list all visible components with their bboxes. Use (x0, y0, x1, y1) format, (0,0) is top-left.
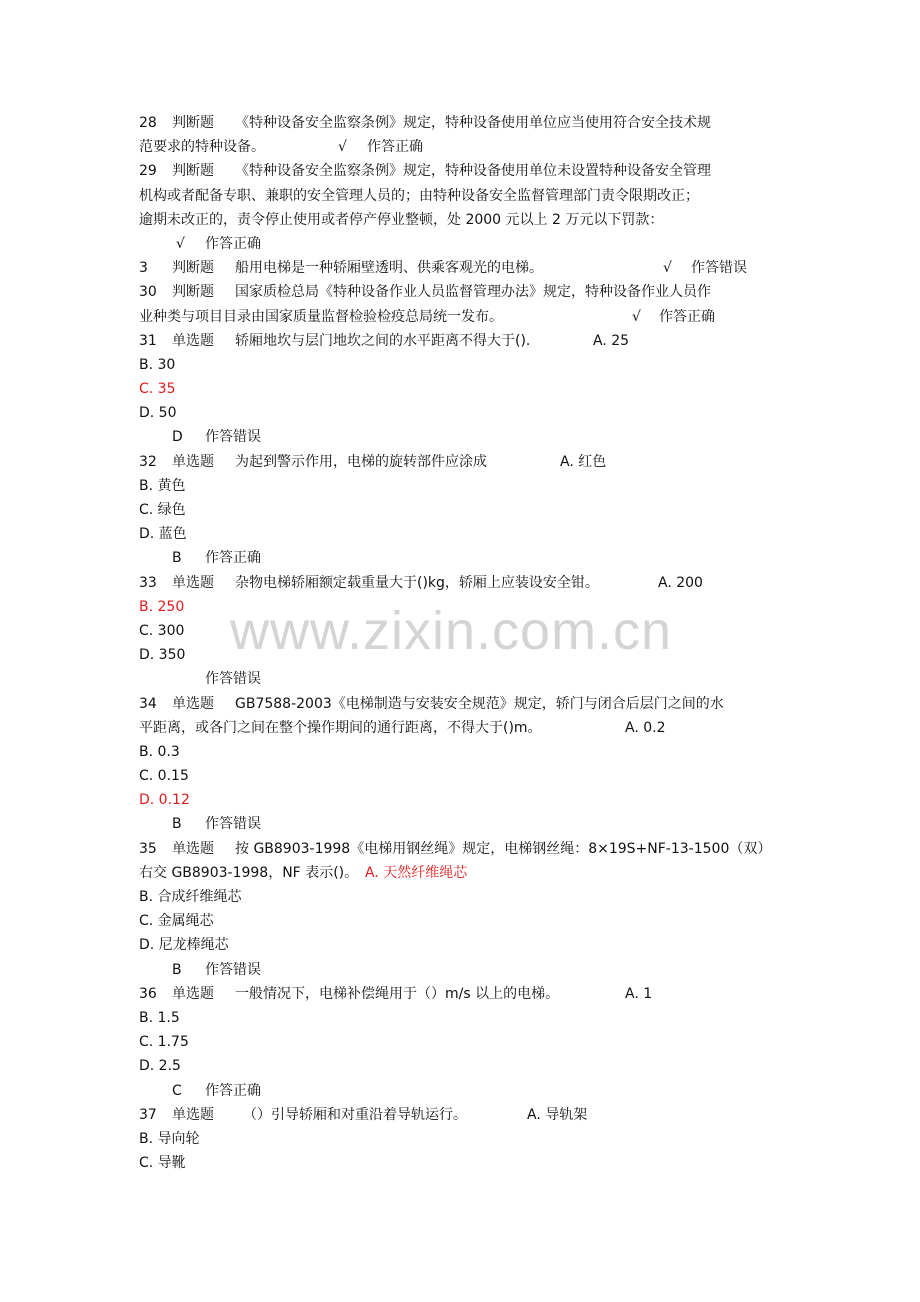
q3-type: 判断题 (172, 260, 214, 277)
q37-number: 37 (139, 1106, 157, 1123)
q31-type: 单选题 (172, 332, 214, 349)
q28-text-cont: 范要求的特种设备。 (139, 139, 265, 156)
q34-option-d: D. 0.12 (139, 792, 190, 809)
q37-option-c: C. 导靴 (139, 1155, 186, 1172)
q32-type: 单选题 (172, 453, 214, 470)
q30-mark: √ (632, 308, 641, 325)
q31-result: 作答错误 (205, 429, 261, 446)
q31-answer: D (172, 429, 183, 446)
q37-line-1 (139, 1103, 784, 1127)
q34-result: 作答错误 (205, 816, 261, 833)
q34-number: 34 (139, 695, 157, 712)
q31-line-1 (139, 329, 784, 353)
q35-text-cont: 右交 GB8903-1998，NF 表示()。 (139, 864, 359, 881)
q28-number: 28 (139, 115, 157, 131)
q35-result: 作答错误 (205, 961, 261, 978)
q32-line-1 (139, 450, 784, 474)
q37-option-a: A. 导轨架 (527, 1106, 588, 1123)
q36-option-a: A. 1 (625, 985, 653, 1002)
q29-number: 29 (139, 163, 157, 180)
q31-option-d: D. 50 (139, 405, 177, 422)
q32-text: 为起到警示作用，电梯的旋转部件应涂成 (235, 453, 487, 470)
q35-option-a: A. 天然纤维绳芯 (365, 864, 468, 881)
q36-answer: C (172, 1082, 182, 1099)
q34-answer-line (139, 812, 784, 836)
q33-text: 杂物电梯轿厢额定载重量大于()kg，轿厢上应装设安全钳。 (235, 574, 599, 591)
q3-number: 3 (139, 260, 148, 277)
q29-line-1 (139, 159, 784, 183)
q28-result: 作答正确 (367, 139, 423, 156)
q31-option-a: A. 25 (593, 332, 630, 349)
question-document (139, 111, 784, 1175)
q35-number: 35 (139, 840, 157, 857)
q28-line-2 (139, 135, 784, 159)
q3-mark: √ (663, 260, 672, 277)
q31-answer-line (139, 425, 784, 449)
q32-answer-line (139, 546, 784, 570)
q29-line-2 (139, 184, 784, 208)
q36-option-d: D. 2.5 (139, 1058, 181, 1075)
q31-option-b: B. 30 (139, 356, 176, 373)
q36-result: 作答正确 (205, 1082, 261, 1099)
q34-line-2 (139, 716, 784, 740)
q34-option-c: C. 0.15 (139, 768, 189, 785)
q29-text: 《特种设备安全监察条例》规定，特种设备使用单位未设置特种设备安全管理 (235, 163, 711, 180)
q29-line-4 (139, 232, 784, 256)
q34-option-b: B. 0.3 (139, 743, 180, 760)
q35-answer: B (172, 961, 182, 978)
q28-line-1 (139, 111, 784, 135)
q36-text: 一般情况下，电梯补偿绳用于（）m/s 以上的电梯。 (235, 985, 560, 1002)
q36-option-c: C. 1.75 (139, 1034, 189, 1051)
q35-line-2 (139, 861, 784, 885)
q29-result: 作答正确 (205, 235, 261, 252)
q33-option-a: A. 200 (658, 574, 703, 591)
q34-answer: B (172, 816, 182, 833)
q34-text: GB7588-2003《电梯制造与安装安全规范》规定，轿门与闭合后层门之间的水 (235, 695, 724, 712)
q28-text: 《特种设备安全监察条例》规定，特种设备使用单位应当使用符合安全技术规 (235, 115, 711, 131)
q37-text: （）引导轿厢和对重沿着导轨运行。 (243, 1106, 467, 1123)
q33-option-c: C. 300 (139, 622, 185, 639)
q32-result: 作答正确 (205, 550, 261, 567)
q32-option-a: A. 红色 (560, 453, 607, 470)
q3-result: 作答错误 (691, 260, 747, 277)
q35-answer-line (139, 958, 784, 982)
q36-option-b: B. 1.5 (139, 1009, 180, 1026)
q31-number: 31 (139, 332, 157, 349)
q29-text-cont-1: 机构或者配备专职、兼职的安全管理人员的；由特种设备安全监督管理部门责令限期改正； (139, 187, 699, 204)
q32-option-b: B. 黄色 (139, 477, 186, 494)
q3-text: 船用电梯是一种轿厢壁透明、供乘客观光的电梯。 (235, 260, 543, 277)
q30-number: 30 (139, 284, 157, 301)
q32-option-d: D. 蓝色 (139, 526, 187, 543)
q36-number: 36 (139, 985, 157, 1002)
q33-option-b: B. 250 (139, 598, 185, 615)
q28-type: 判断题 (172, 115, 214, 131)
q33-line-1 (139, 571, 784, 595)
q35-option-d: D. 尼龙棒绳芯 (139, 937, 229, 954)
q30-line-2 (139, 305, 784, 329)
q30-line-1 (139, 280, 784, 304)
q37-type: 单选题 (172, 1106, 214, 1123)
q30-type: 判断题 (172, 284, 214, 301)
q29-line-3 (139, 208, 784, 232)
q35-text: 按 GB8903-1998《电梯用钢丝绳》规定，电梯钢丝绳：8×19S+NF-13-1500（双） (235, 840, 772, 857)
q31-option-c: C. 35 (139, 381, 176, 398)
watermark: www.zixin.com.cn (230, 601, 673, 661)
q35-line-1 (139, 837, 784, 861)
q30-text: 国家质检总局《特种设备作业人员监督管理办法》规定，特种设备作业人员作 (235, 284, 711, 301)
q33-option-d: D. 350 (139, 647, 186, 664)
q30-result: 作答正确 (659, 308, 715, 325)
q35-option-b: B. 合成纤维绳芯 (139, 889, 242, 905)
q3-line-1 (139, 256, 784, 280)
q34-line-1 (139, 692, 784, 716)
q28-mark: √ (338, 139, 347, 156)
q34-text-cont: 平距离，或各门之间在整个操作期间的通行距离，不得大于()m。 (139, 719, 542, 736)
q29-type: 判断题 (172, 163, 214, 180)
q37-option-b: B. 导向轮 (139, 1130, 200, 1147)
q33-number: 33 (139, 574, 157, 591)
q29-mark: √ (176, 235, 185, 252)
q35-option-c: C. 金属绳芯 (139, 913, 214, 930)
q32-answer: B (172, 550, 182, 567)
q34-type: 单选题 (172, 695, 214, 712)
q33-type: 单选题 (172, 574, 214, 591)
q29-text-cont-2: 逾期未改正的，责令停止使用或者停产停业整顿，处 2000 元以上 2 万元以下罚款： (139, 211, 664, 228)
q33-result: 作答错误 (205, 671, 261, 688)
q32-number: 32 (139, 453, 157, 470)
q35-type: 单选题 (172, 840, 214, 857)
q32-option-c: C. 绿色 (139, 502, 186, 518)
q31-text: 轿厢地坎与层门地坎之间的水平距离不得大于(). (235, 332, 531, 349)
q33-answer-line (139, 667, 784, 691)
q34-option-a: A. 0.2 (625, 719, 666, 736)
q36-line-1 (139, 982, 784, 1006)
q36-answer-line (139, 1079, 784, 1103)
q36-type: 单选题 (172, 985, 214, 1002)
q30-text-cont: 业种类与项目目录由国家质量监督检验检疫总局统一发布。 (139, 308, 503, 325)
